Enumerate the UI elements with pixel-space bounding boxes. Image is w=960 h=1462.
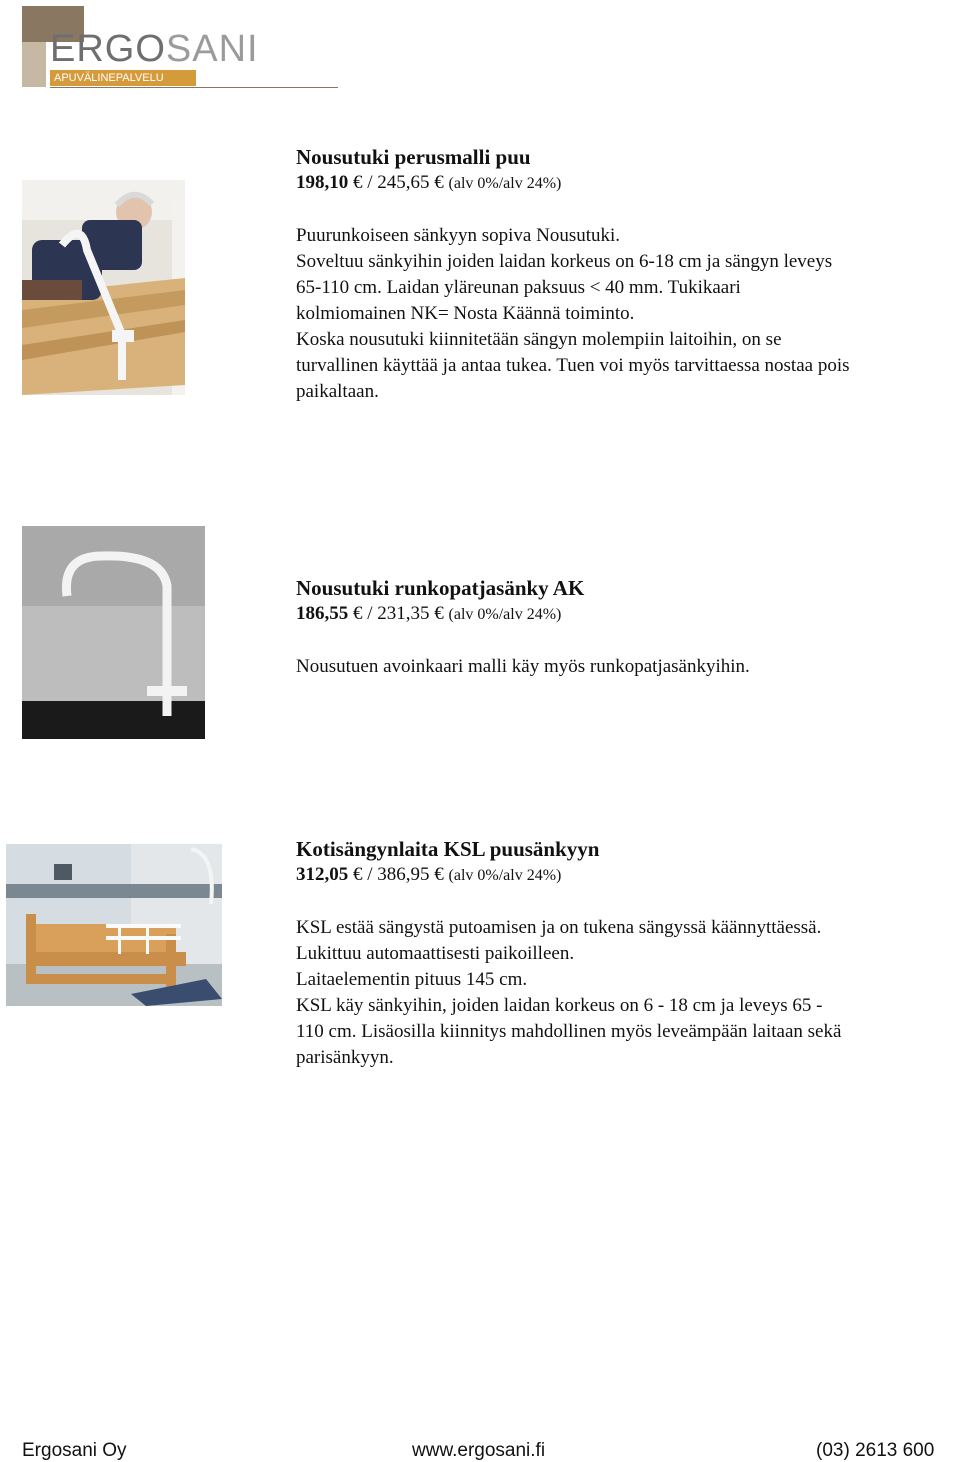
description-line: KSL estää sängystä putoamisen ja on tukena sängyssä käännyttäessä.: [296, 917, 822, 938]
price-net: 186,55: [296, 603, 349, 624]
description-line: Soveltuu sänkyihin joiden laidan korkeus on 6-18 cm ja sängyn leveys: [296, 251, 833, 272]
description-line: turvallinen käyttää ja antaa tukea. Tuen voi myös tarvittaessa nostaa pois: [296, 355, 850, 376]
footer-company: Ergosani Oy: [22, 1440, 127, 1461]
company-logo: [22, 6, 338, 90]
product-price: [296, 862, 960, 889]
price-vat: (alv 0%/alv 24%): [448, 606, 562, 623]
logo-wordmark: ERGOSANI: [50, 28, 259, 70]
logo-tagline: APUVÄLINEPALVELU: [50, 70, 196, 86]
product-image-nousutuki-puu: [22, 180, 185, 395]
description-line: 110 cm. Lisäosilla kiinnitys mahdollinen myös leveämpään laitaan sekä: [296, 1021, 842, 1042]
footer-phone: (03) 2613 600: [816, 1440, 935, 1461]
description-line: Laitaelementin pituus 145 cm.: [296, 969, 528, 990]
price-gross: 245,65 €: [377, 172, 444, 193]
description-line: paikaltaan.: [296, 381, 379, 402]
price-separator: € /: [353, 172, 373, 193]
price-vat: (alv 0%/alv 24%): [448, 867, 562, 884]
product-title: Kotisängynlaita KSL puusänkyyn: [296, 837, 600, 861]
product-title: Nousutuki runkopatjasänky AK: [296, 576, 585, 600]
price-net: 198,10: [296, 172, 349, 193]
product-description: [296, 915, 960, 1071]
price-vat: (alv 0%/alv 24%): [448, 175, 562, 192]
product-description: [296, 654, 960, 680]
product-price: [296, 170, 960, 197]
price-separator: € /: [353, 603, 373, 624]
product-block-2: [296, 575, 960, 680]
price-gross: 231,35 €: [377, 603, 444, 624]
product-price: [296, 601, 960, 628]
price-gross: 386,95 €: [377, 864, 444, 885]
logo-underline: [50, 87, 338, 88]
price-separator: € /: [353, 864, 373, 885]
description-line: KSL käy sänkyihin, joiden laidan korkeus on 6 - 18 cm ja leveys 65 -: [296, 995, 823, 1016]
description-line: kolmiomainen NK= Nosta Käännä toiminto.: [296, 303, 635, 324]
product-block-3: [296, 836, 960, 1071]
footer-website-link[interactable]: www.ergosani.fi: [412, 1440, 546, 1461]
description-line: Lukittuu automaattisesti paikoilleen.: [296, 943, 575, 964]
product-description: [296, 223, 960, 405]
logo-block-light: [22, 42, 46, 87]
description-line: Nousutuen avoinkaari malli käy myös runkopatjasänkyihin.: [296, 656, 750, 677]
product-image-ksl: [6, 844, 222, 1006]
product-block-1: [296, 144, 960, 405]
product-title: Nousutuki perusmalli puu: [296, 145, 531, 169]
description-line: Koska nousutuki kiinnitetään sängyn molempiin laitoihin, on se: [296, 329, 782, 350]
product-image-nousutuki-ak: [22, 526, 205, 739]
description-line: 65-110 cm. Laidan yläreunan paksuus < 40 mm. Tukikaari: [296, 277, 741, 298]
description-line: parisänkyyn.: [296, 1047, 394, 1068]
price-net: 312,05: [296, 864, 349, 885]
description-line: Puurunkoiseen sänkyyn sopiva Nousutuki.: [296, 225, 621, 246]
